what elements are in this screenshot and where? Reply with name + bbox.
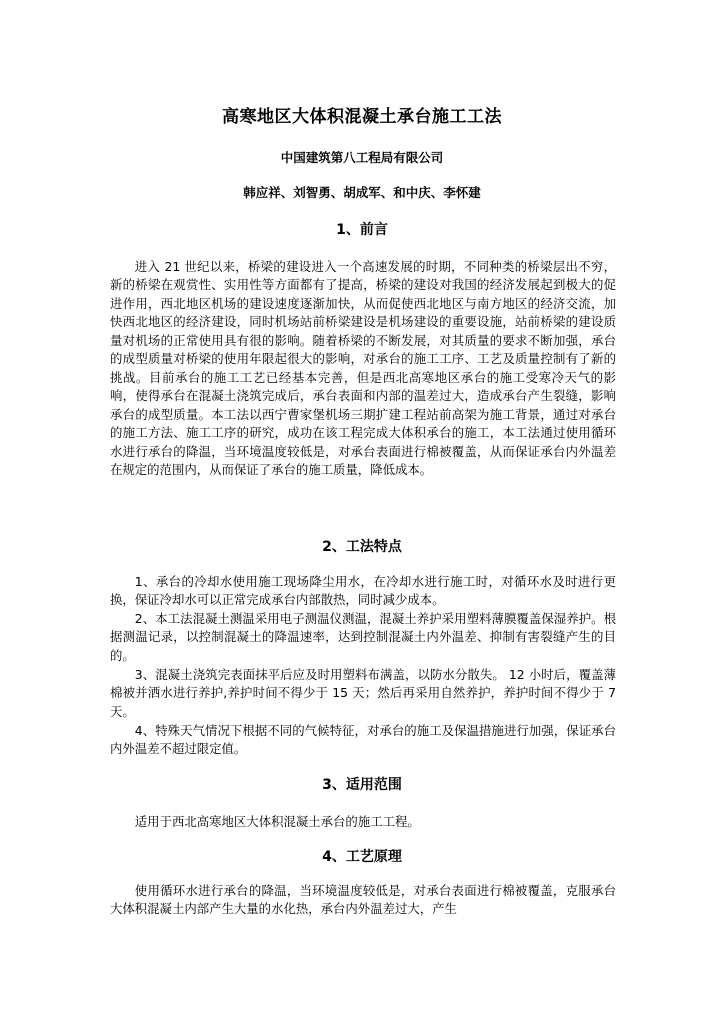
section-heading-principle: 4、工艺原理 xyxy=(322,849,402,865)
section-heading-scope: 3、适用范围 xyxy=(322,777,402,793)
scope-paragraph: 适用于西北高寒地区大体积混凝土承台的施工工程。 xyxy=(134,814,420,829)
feature-paragraph-1: 1、承台的冷却水使用施工现场降尘用水，在冷却水进行施工时，对循环水及时进行更换，保证冷却水可以正常完成承台内部散热，同时减少成本。 xyxy=(110,574,616,608)
preface-paragraph: 进入 21 世纪以来，桥梁的建设进入一个高速发展的时期，不同种类的桥梁层出不穷，新的桥梁在观赏性、实用性等方面都有了提高，桥梁的建设对我国的经济发展起到极大的促进作用，西北地区机场的建设速度逐渐加快，从而促使西北地区与南方地区的经济交流，加快西北地区的经济建设，同时机场站前桥梁建设是机场建设的重要设施，站前桥梁的建设质量对机场的正常使用具有很的影响。随着桥梁的不断发展，对其质量的要求不断加强，承台的成型质量对桥梁的使用年限起很大的影响，对承台的施工工序、工艺及质量控制有了新的挑战。目前承台的施工工艺已经基本完善，但是西北高寒地区承台的施工受寒冷天气的影响，使得承台在混凝土浇筑完成后，承台表面和内部的温差过大，造成承台产生裂缝，影响承台的成型质量。本工法以西宁曹家堡机场三期扩建工程站前高架为施工背景，通过对承台的施工方法、施工工序的研究，成功在该工程完成大体积承台的施工，本工法通过使用循环水进行承台的降温，当环境温度较低是，对承台表面进行棉被覆盖，从而保证承台内外温差在规定的范围内，从而保证了承台的施工质量，降低成本。 xyxy=(110,259,616,477)
document-title: 高寒地区大体积混凝土承台施工工法 xyxy=(222,107,502,127)
feature-paragraph-4: 4、特殊天气情况下根据不同的气候特征，对承台的施工及保温措施进行加强，保证承台内外温差不超过限定值。 xyxy=(110,723,616,757)
author-list: 韩应祥、刘智勇、胡成军、和中庆、李怀建 xyxy=(243,185,481,200)
section-heading-features: 2、工法特点 xyxy=(322,539,402,555)
principle-paragraph: 使用循环水进行承台的降温，当环境温度较低是，对承台表面进行棉被覆盖，克服承台大体积混凝土内部产生大量的水化热，承台内外温差过大，产生 xyxy=(110,883,616,917)
organization-name: 中国建筑第八工程局有限公司 xyxy=(280,150,444,165)
feature-paragraph-2: 2、本工法混凝土测温采用电子测温仪测温，混凝土养护采用塑料薄膜覆盖保湿养护。根据测温记录，以控制混凝土的降温速率，达到控制混凝土内外温差、抑制有害裂缝产生的目的。 xyxy=(110,611,616,663)
feature-paragraph-3: 3、混凝土浇筑完表面抹平后应及时用塑料布满盖，以防水分散失。 12 小时后，覆盖薄棉被并洒水进行养护,养护时间不得少于 15 天；然后再采用自然养护，养护时间不得少于 7 天。 xyxy=(110,667,616,719)
section-heading-preface: 1、前言 xyxy=(336,222,388,238)
